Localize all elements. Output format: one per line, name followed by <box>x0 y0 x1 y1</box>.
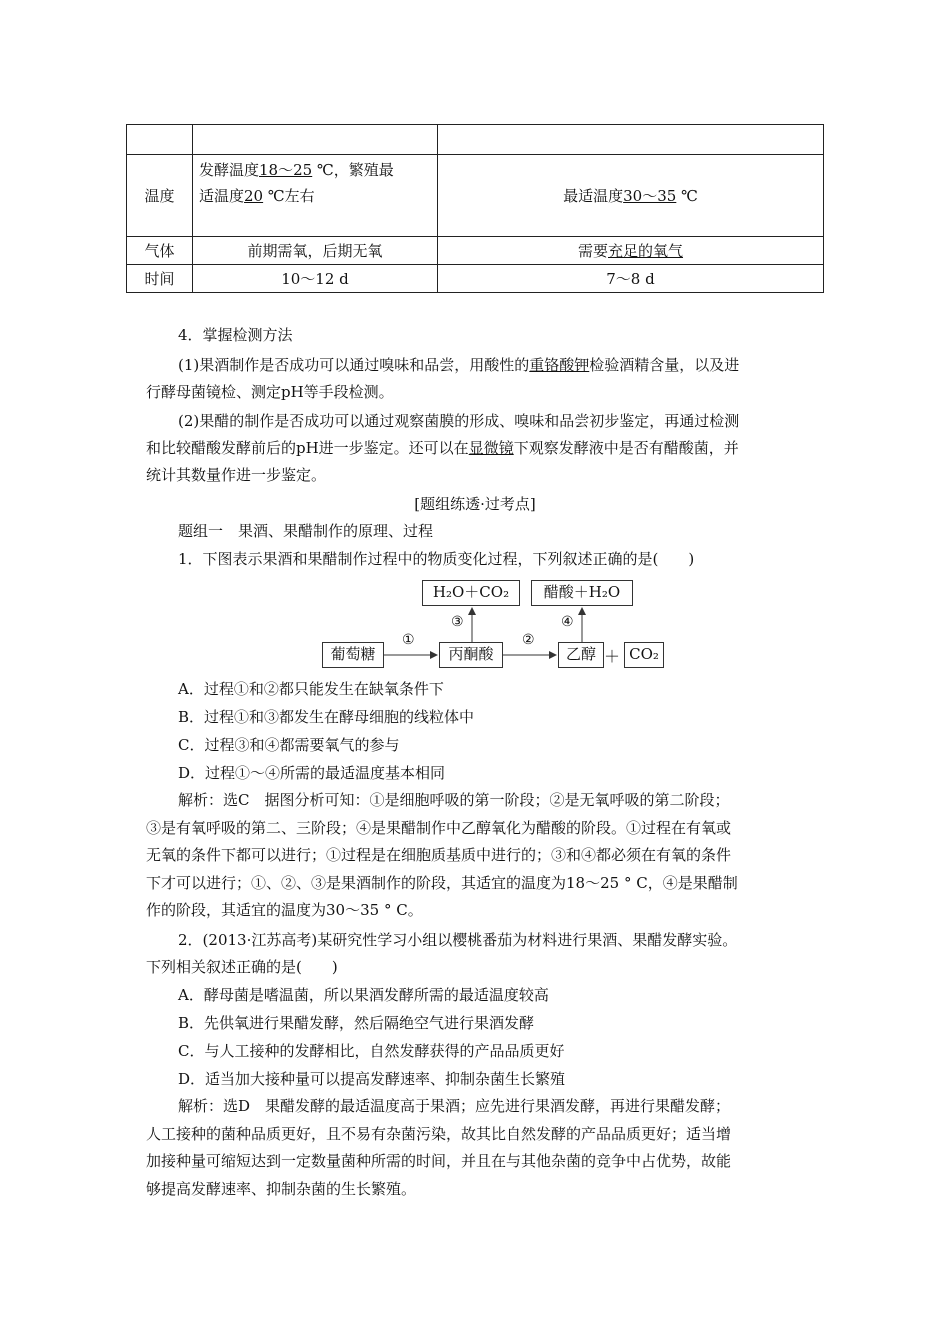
cell-text: 适温度 <box>199 187 245 205</box>
option-a: A．酵母菌是嗜温菌，所以果酒发酵所需的最适温度较高 <box>178 986 549 1004</box>
text: 和比较醋酸发酵前后的pH进一步鉴定。还可以在 <box>146 439 469 457</box>
paragraph-line: 行酵母菌镜检、测定pH等手段检测。 <box>146 383 394 401</box>
acetic-time-cell: 7～8 d <box>438 265 824 293</box>
analysis-line: 解析：选C 据图分析可知：①是细胞呼吸的第一阶段；②是无氧呼吸的第二阶段； <box>178 791 730 809</box>
yeast-gas-cell: 前期需氧，后期无氧 <box>193 237 438 265</box>
analysis-line: 解析：选D 果醋发酵的最适温度高于果酒；应先进行果酒发酵，再进行果醋发酵； <box>178 1097 731 1115</box>
option-c: C．过程③和④都需要氧气的参与 <box>178 736 400 754</box>
step-label-2: ② <box>522 632 535 648</box>
box-glucose: 葡萄糖 <box>322 642 384 668</box>
box-acetic-acid-water: 醋酸＋H₂O <box>531 580 633 606</box>
cell-text: ℃左右 <box>263 187 315 205</box>
section-heading: 4．掌握检测方法 <box>178 326 293 344</box>
question-stem: 1．下图表示果酒和果醋制作过程中的物质变化过程，下列叙述正确的是( ) <box>178 550 695 568</box>
question-stem: 下列相关叙述正确的是( ) <box>146 958 338 976</box>
box-h2o-co2: H₂O＋CO₂ <box>422 580 520 606</box>
cell-text: 需要 <box>577 242 608 260</box>
option-c: C．与人工接种的发酵相比，自然发酵获得的产品品质更好 <box>178 1042 565 1060</box>
option-a: A．过程①和②都只能发生在缺氧条件下 <box>178 680 444 698</box>
option-d: D．过程①～④所需的最适温度基本相同 <box>178 764 446 782</box>
cell-text: ℃，繁殖最 <box>312 161 394 179</box>
group-heading: 题组一 果酒、果醋制作的原理、过程 <box>178 522 434 540</box>
row-label-time: 时间 <box>127 265 193 293</box>
underlined-text: 30～35 <box>623 187 677 205</box>
row-label-gas: 气体 <box>127 237 193 265</box>
question-stem: 2．(2013·江苏高考)某研究性学习小组以樱桃番茄为材料进行果酒、果醋发酵实验。 <box>178 931 738 949</box>
cell-text: 最适温度 <box>563 187 624 205</box>
text: (1)果酒制作是否成功可以通过嗅味和品尝，用酸性的 <box>178 356 530 374</box>
analysis-line: 够提高发酵速率、抑制杂菌的生长繁殖。 <box>146 1180 417 1198</box>
step-label-1: ① <box>402 632 415 648</box>
underlined-text: 充足的氧气 <box>608 242 684 260</box>
practice-title: [题组练透·过考点] <box>414 495 536 513</box>
text: 下观察发酵液中是否有醋酸菌，并 <box>513 439 739 457</box>
cell-text: ℃ <box>676 187 698 205</box>
plus-sign: ＋ <box>604 647 621 666</box>
analysis-line: 无氧的条件下都可以进行；①过程是在细胞质基质中进行的；③和④都必须在有氧的条件 <box>146 846 732 864</box>
underlined-text: 重铬酸钾 <box>529 356 590 374</box>
text: 检验酒精含量，以及进 <box>589 356 740 374</box>
analysis-line: 人工接种的菌种品质更好，且不易有杂菌污染，故其比自然发酵的产品品质更好；适当增 <box>146 1125 732 1143</box>
option-b: B．先供氧进行果醋发酵，然后隔绝空气进行果酒发酵 <box>178 1014 535 1032</box>
cell-text: 发酵温度 <box>199 161 260 179</box>
analysis-line: 下才可以进行；①、②、③是果酒制作的阶段，其适宜的温度为18～25 ° C，④是果醋制 <box>146 874 738 892</box>
step-label-3: ③ <box>451 614 464 630</box>
box-ethanol: 乙醇 <box>558 642 604 668</box>
yeast-time-cell: 10～12 d <box>193 265 438 293</box>
box-co2: CO₂ <box>624 642 664 668</box>
underlined-text: 20 <box>244 187 264 205</box>
paragraph-line: (2)果醋的制作是否成功可以通过观察菌膜的形成、嗅味和品尝初步鉴定，再通过检测 <box>178 412 740 430</box>
row-label-temperature: 温度 <box>127 155 193 237</box>
analysis-line: 作的阶段，其适宜的温度为30～35 ° C。 <box>146 901 423 919</box>
analysis-line: ③是有氧呼吸的第二、三阶段；④是果醋制作中乙醇氧化为醋酸的阶段。①过程在有氧或 <box>146 819 732 837</box>
option-d: D．适当加大接种量可以提高发酵速率、抑制杂菌生长繁殖 <box>178 1070 566 1088</box>
underlined-text: 18～25 <box>259 161 313 179</box>
step-label-4: ④ <box>561 614 574 630</box>
analysis-line: 加接种量可缩短达到一定数量菌种所需的时间，并且在与其他杂菌的竞争中占优势，故能 <box>146 1152 732 1170</box>
underlined-text: 显微镜 <box>468 439 514 457</box>
paragraph-line: 统计其数量作进一步鉴定。 <box>146 466 327 484</box>
box-pyruvate: 丙酮酸 <box>439 642 503 668</box>
option-b: B．过程①和③都发生在酵母细胞的线粒体中 <box>178 708 475 726</box>
